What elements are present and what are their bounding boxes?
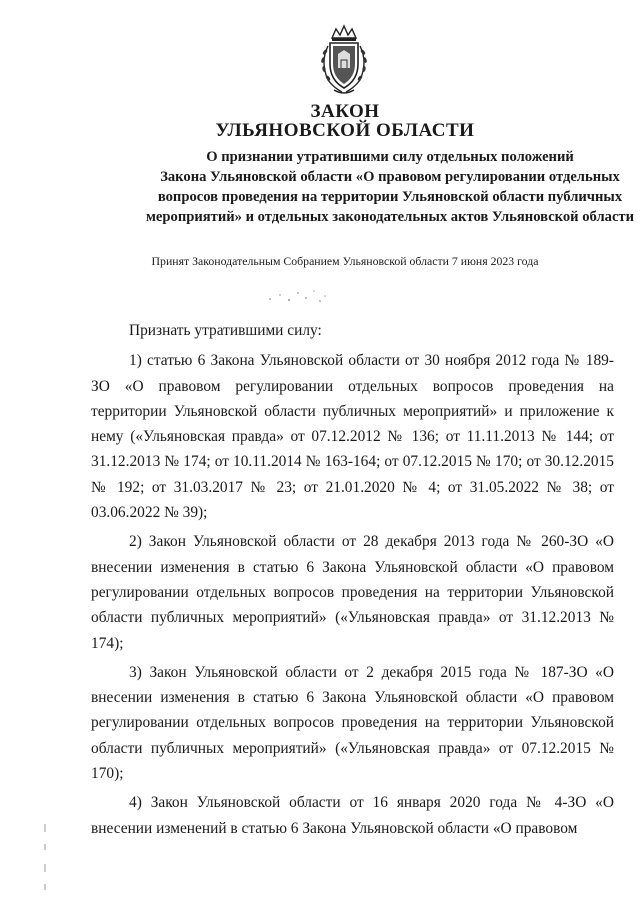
law-body (91, 318, 614, 845)
binding-marks (40, 820, 50, 900)
scan-specks (262, 287, 332, 307)
region-heading: УЛЬЯНОВСКОЙ ОБЛАСТИ (215, 120, 475, 141)
list-item: 4) Закон Ульяновской области от 16 января 2020 года № 4-ЗО «О внесении изменений в статью 6 Закона Ульяновской области «О правовом (91, 794, 614, 837)
intro-paragraph: Признать утратившими силу: (129, 322, 322, 339)
list-item: 3) Закон Ульяновской области от 2 декабря 2015 года № 187-ЗО «О внесении изменения в статью 6 Закона Ульяновской области «О правовом регулировании отдельных вопросов проведения на территории Ульяновской области публичных мероприятий» («Ульяновская правда» от 07.12.2015 № 170); (91, 663, 614, 783)
title-line: О признании утратившими силу отдельных положений (206, 149, 574, 165)
title-line: Закона Ульяновской области «О правовом регулировании отдельных (160, 169, 620, 185)
title-line: мероприятий» и отдельных законодательных актов Ульяновской области (145, 209, 635, 225)
law-type-heading: ЗАКОН (310, 101, 380, 122)
law-title (90, 147, 640, 227)
adoption-note: Принят Законодательным Собранием Ульяновской области 7 июня 2023 года (151, 254, 539, 268)
list-item: 1) статью 6 Закона Ульяновской области от 30 ноября 2012 года № 189-ЗО «О правовом регулировании отдельных вопросов проведения на территории Ульяновской области публичных мероприятий» и приложение к нему («Ульяновская правда» от 07.12.2012 № 136; от 11.11.2013 № 144; от 31.12.2013 № 174; от 10.11.2014 № 163-164; от 07.12.2015 № 170; от 30.12.2015 № 192; от 31.03.2017 № 23; от 21.01.2020 № 4; от 31.05.2022 № 38; от 03.06.2022 № 39); (91, 352, 614, 522)
list-item: 2) Закон Ульяновской области от 28 декабря 2013 года № 260-ЗО «О внесении изменения в статью 6 Закона Ульяновской области «О правовом регулировании отдельных вопросов проведения на территории Ульяновской области публичных мероприятий» («Ульяновская правда» от 31.12.2013 № 174); (91, 533, 614, 652)
title-line: вопросов проведения на территории Ульяновской области публичных (157, 189, 623, 205)
coat-of-arms-icon (316, 24, 372, 96)
